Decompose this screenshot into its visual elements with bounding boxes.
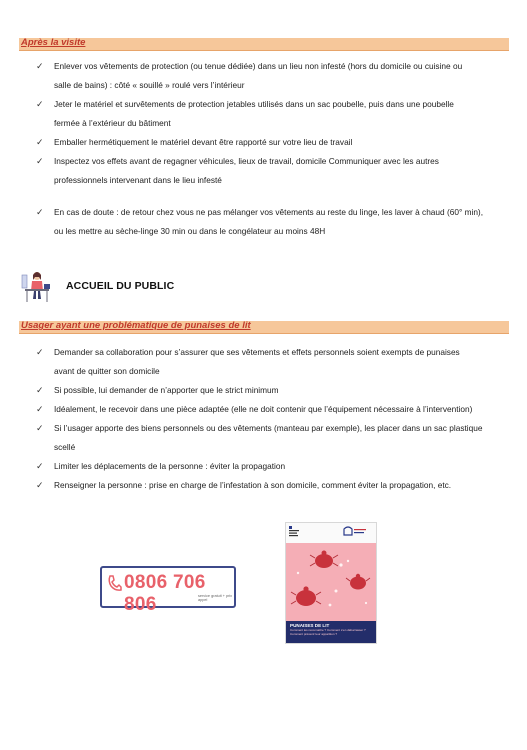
hotline-box — [100, 566, 236, 615]
list-item: ✓ Inspectez vos effets avant de regagner véhicules, lieux de travail, domicile Communiquer avec les autres professionnels intervenant dans le lieu infesté — [0, 152, 509, 190]
poster-logos — [286, 523, 376, 543]
list-item: ✓ Enlever vos vêtements de protection (ou tenue dédiée) dans un lieu non infesté (hors du domicile ou cuisine ou salle de bains) : côté « souillé » roulé vers l’intérieur — [0, 57, 509, 95]
phone-icon — [107, 575, 122, 592]
poster-footer — [286, 621, 376, 643]
check-icon: ✓ — [36, 385, 44, 395]
hotline-subtitle: service gratuit + prix appel — [198, 594, 233, 602]
check-icon: ✓ — [36, 461, 44, 471]
poster-header — [286, 523, 376, 543]
list-item: ✓ En cas de doute : de retour chez vous ne pas mélanger vos vêtements au reste du linge, les laver à chaud (60° min), ou les mettre au sèche-linge 30 min ou dans le congélateur au moins 48H — [0, 203, 509, 241]
check-icon: ✓ — [36, 423, 44, 433]
check-icon: ✓ — [36, 404, 44, 414]
list-item: ✓ Renseigner la personne : prise en charge de l’infestation à son domicile, comment éviter la propagation, etc. — [0, 476, 509, 495]
usager-list — [0, 343, 509, 495]
check-icon: ✓ — [36, 99, 44, 109]
list-item: ✓ Emballer hermétiquement le matériel devant être rapporté sur votre lieu de travail — [0, 133, 509, 152]
check-icon: ✓ — [36, 61, 44, 71]
poster-illustration — [286, 543, 376, 621]
check-icon: ✓ — [36, 347, 44, 357]
check-icon: ✓ — [36, 207, 44, 217]
section-title: Après la visite — [21, 37, 86, 48]
check-icon: ✓ — [36, 137, 44, 147]
check-icon: ✓ — [36, 156, 44, 166]
list-item: ✓ Demander sa collaboration pour s’assurer que ses vêtements et effets personnels soient exempts de punaises avant de quitter son domicile — [0, 343, 509, 381]
section-band-apres-visite — [19, 38, 509, 51]
person-at-desk-icon — [20, 269, 54, 303]
poster-title: PUNAISES DE LIT — [290, 623, 330, 628]
hotline-number[interactable]: 0806 706 806 — [124, 572, 206, 615]
list-item: ✓ Limiter les déplacements de la personne : éviter la propagation — [0, 457, 509, 476]
list-item: ✓ Si possible, lui demander de n’apporter que le strict minimum — [0, 381, 509, 400]
section-band-usager — [19, 321, 509, 334]
list-item: ✓ Jeter le matériel et survêtements de protection jetables utilisés dans un sac poubelle, puis dans une poubelle fermée à l’extérieur du bâtiment — [0, 95, 509, 133]
list-item: ✓ Si l’usager apporte des biens personnels ou des vêtements (manteau par exemple), les placer dans un sac plastique scellé — [0, 419, 509, 457]
check-icon: ✓ — [36, 480, 44, 490]
doute-list — [0, 203, 509, 241]
bedbug-illustration — [286, 543, 376, 621]
section-title: Usager ayant une problématique de punaises de lit — [21, 320, 251, 331]
list-item: ✓ Idéalement, le recevoir dans une pièce adaptée (elle ne doit contenir que l’équipement nécessaire à l’intervention) — [0, 400, 509, 419]
accueil-public-heading: ACCUEIL DU PUBLIC — [66, 280, 175, 292]
punaises-poster — [285, 522, 377, 644]
apres-visite-list — [0, 57, 509, 190]
poster-subtitle: Comment les reconnaître ? Comment s’en débarrasser ? Comment prévenir leur apparition ? — [290, 628, 366, 636]
